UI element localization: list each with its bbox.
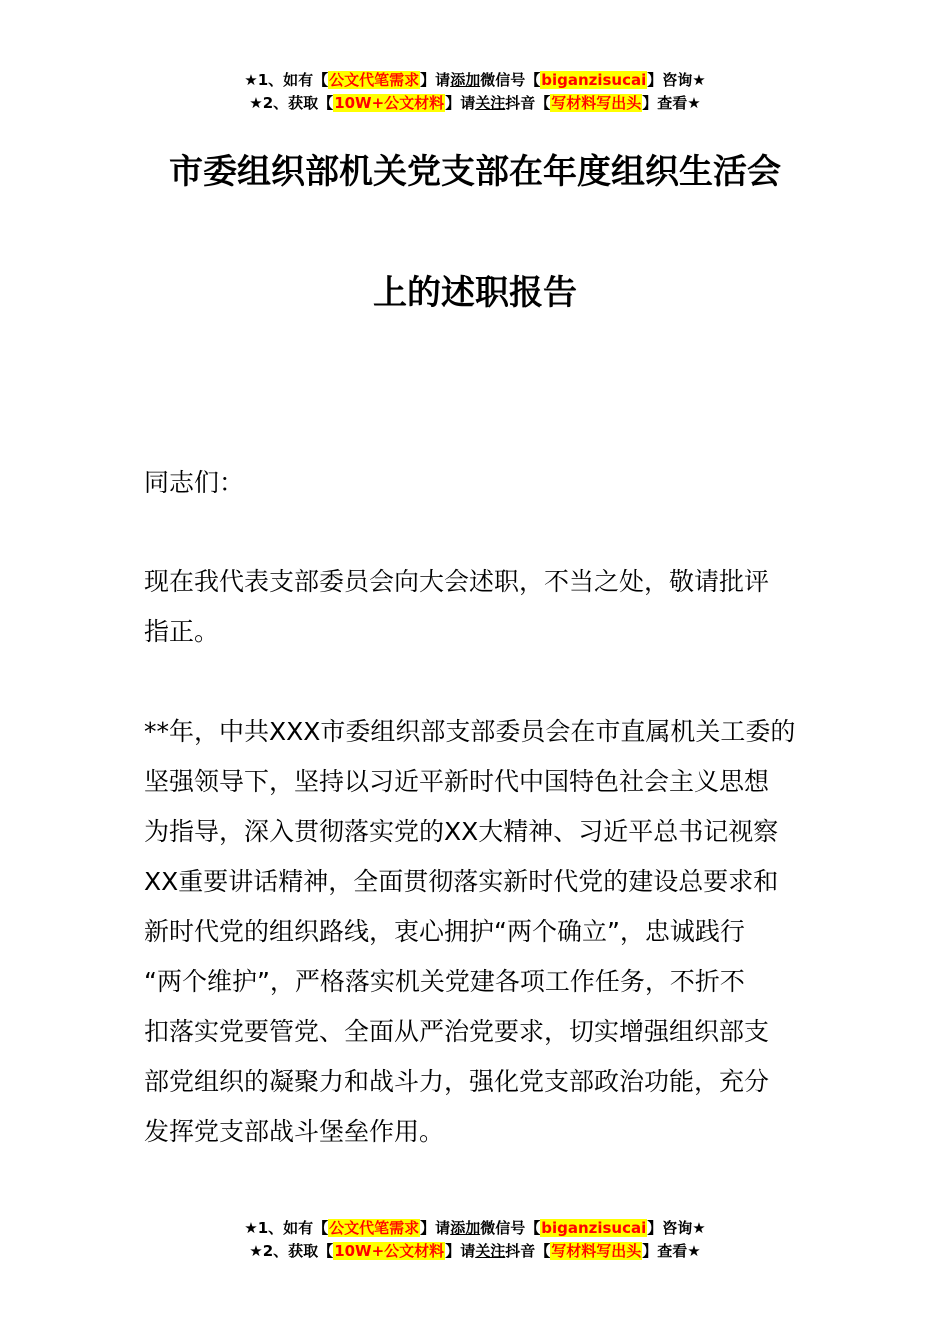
notice-highlight: 写材料写出头 (551, 94, 642, 112)
header-notice (0, 69, 950, 115)
paragraph-line: 扣落实党要管党、全面从严治党要求，切实增强组织部支 (144, 1017, 770, 1046)
greeting (144, 458, 808, 508)
notice-underlined: 关注 (475, 94, 506, 112)
notice-text: 】请 (420, 1219, 451, 1237)
notice-highlight: 10W+公文材料 (334, 94, 445, 112)
footer-notice (0, 1217, 950, 1263)
paragraph-line: **年，中共XXX市委组织部支部委员会在市直属机关工委的 (144, 717, 796, 746)
notice-highlight: 公文代笔需求 (329, 1219, 420, 1237)
notice-highlight: 10W+公文材料 (334, 1242, 445, 1260)
paragraph-1 (144, 557, 808, 657)
paragraph-line: 指正。 (144, 617, 220, 646)
notice-highlight: 写材料写出头 (551, 1242, 642, 1260)
notice-text: 抖音【 (505, 94, 551, 112)
notice-text: 】咨询★ (647, 1219, 706, 1237)
notice-underlined: 添加 (450, 71, 481, 89)
notice-text: 抖音【 (505, 1242, 551, 1260)
notice-text: 】咨询★ (647, 71, 706, 89)
paragraph-line: “两个维护”，严格落实机关党建各项工作任务，不折不 (144, 967, 745, 996)
notice-highlight: biganzisucai (541, 1219, 647, 1237)
greeting-text: 同志们： (144, 468, 245, 497)
paragraph-line: 新时代党的组织路线，衷心拥护“两个确立”，忠诚践行 (144, 917, 745, 946)
notice-line-2 (0, 1240, 950, 1263)
paragraph-line: 部党组织的凝聚力和战斗力，强化党支部政治功能，充分 (144, 1067, 770, 1096)
paragraph-2 (144, 707, 808, 1157)
notice-text: 】请 (445, 94, 476, 112)
notice-text: ★2、获取【 (249, 94, 334, 112)
notice-text: ★1、如有【 (244, 71, 329, 89)
notice-underlined: 关注 (475, 1242, 506, 1260)
paragraph-line: 发挥党支部战斗堡垒作用。 (144, 1117, 445, 1146)
notice-line-2 (0, 92, 950, 115)
notice-line-1 (0, 1217, 950, 1240)
notice-text: 微信号【 (480, 71, 541, 89)
paragraph-line: 现在我代表支部委员会向大会述职，不当之处，敬请批评 (144, 567, 770, 596)
notice-underlined: 添加 (450, 1219, 481, 1237)
notice-text: 】查看★ (642, 1242, 701, 1260)
notice-text: ★2、获取【 (249, 1242, 334, 1260)
notice-text: 】请 (445, 1242, 476, 1260)
paragraph-line: XX重要讲话精神，全面贯彻落实新时代党的建设总要求和 (144, 867, 779, 896)
notice-text: 微信号【 (480, 1219, 541, 1237)
notice-line-1 (0, 69, 950, 92)
document-title-line-1: 市委组织部机关党支部在年度组织生活会 (169, 152, 781, 192)
document-title-line-2: 上的述职报告 (373, 273, 577, 313)
paragraph-line: 为指导，深入贯彻落实党的XX大精神、习近平总书记视察 (144, 817, 779, 846)
paragraph-line: 坚强领导下，坚持以习近平新时代中国特色社会主义思想 (144, 767, 770, 796)
notice-text: 】请 (420, 71, 451, 89)
notice-highlight: biganzisucai (541, 71, 647, 89)
notice-highlight: 公文代笔需求 (329, 71, 420, 89)
notice-text: 】查看★ (642, 94, 701, 112)
notice-text: ★1、如有【 (244, 1219, 329, 1237)
